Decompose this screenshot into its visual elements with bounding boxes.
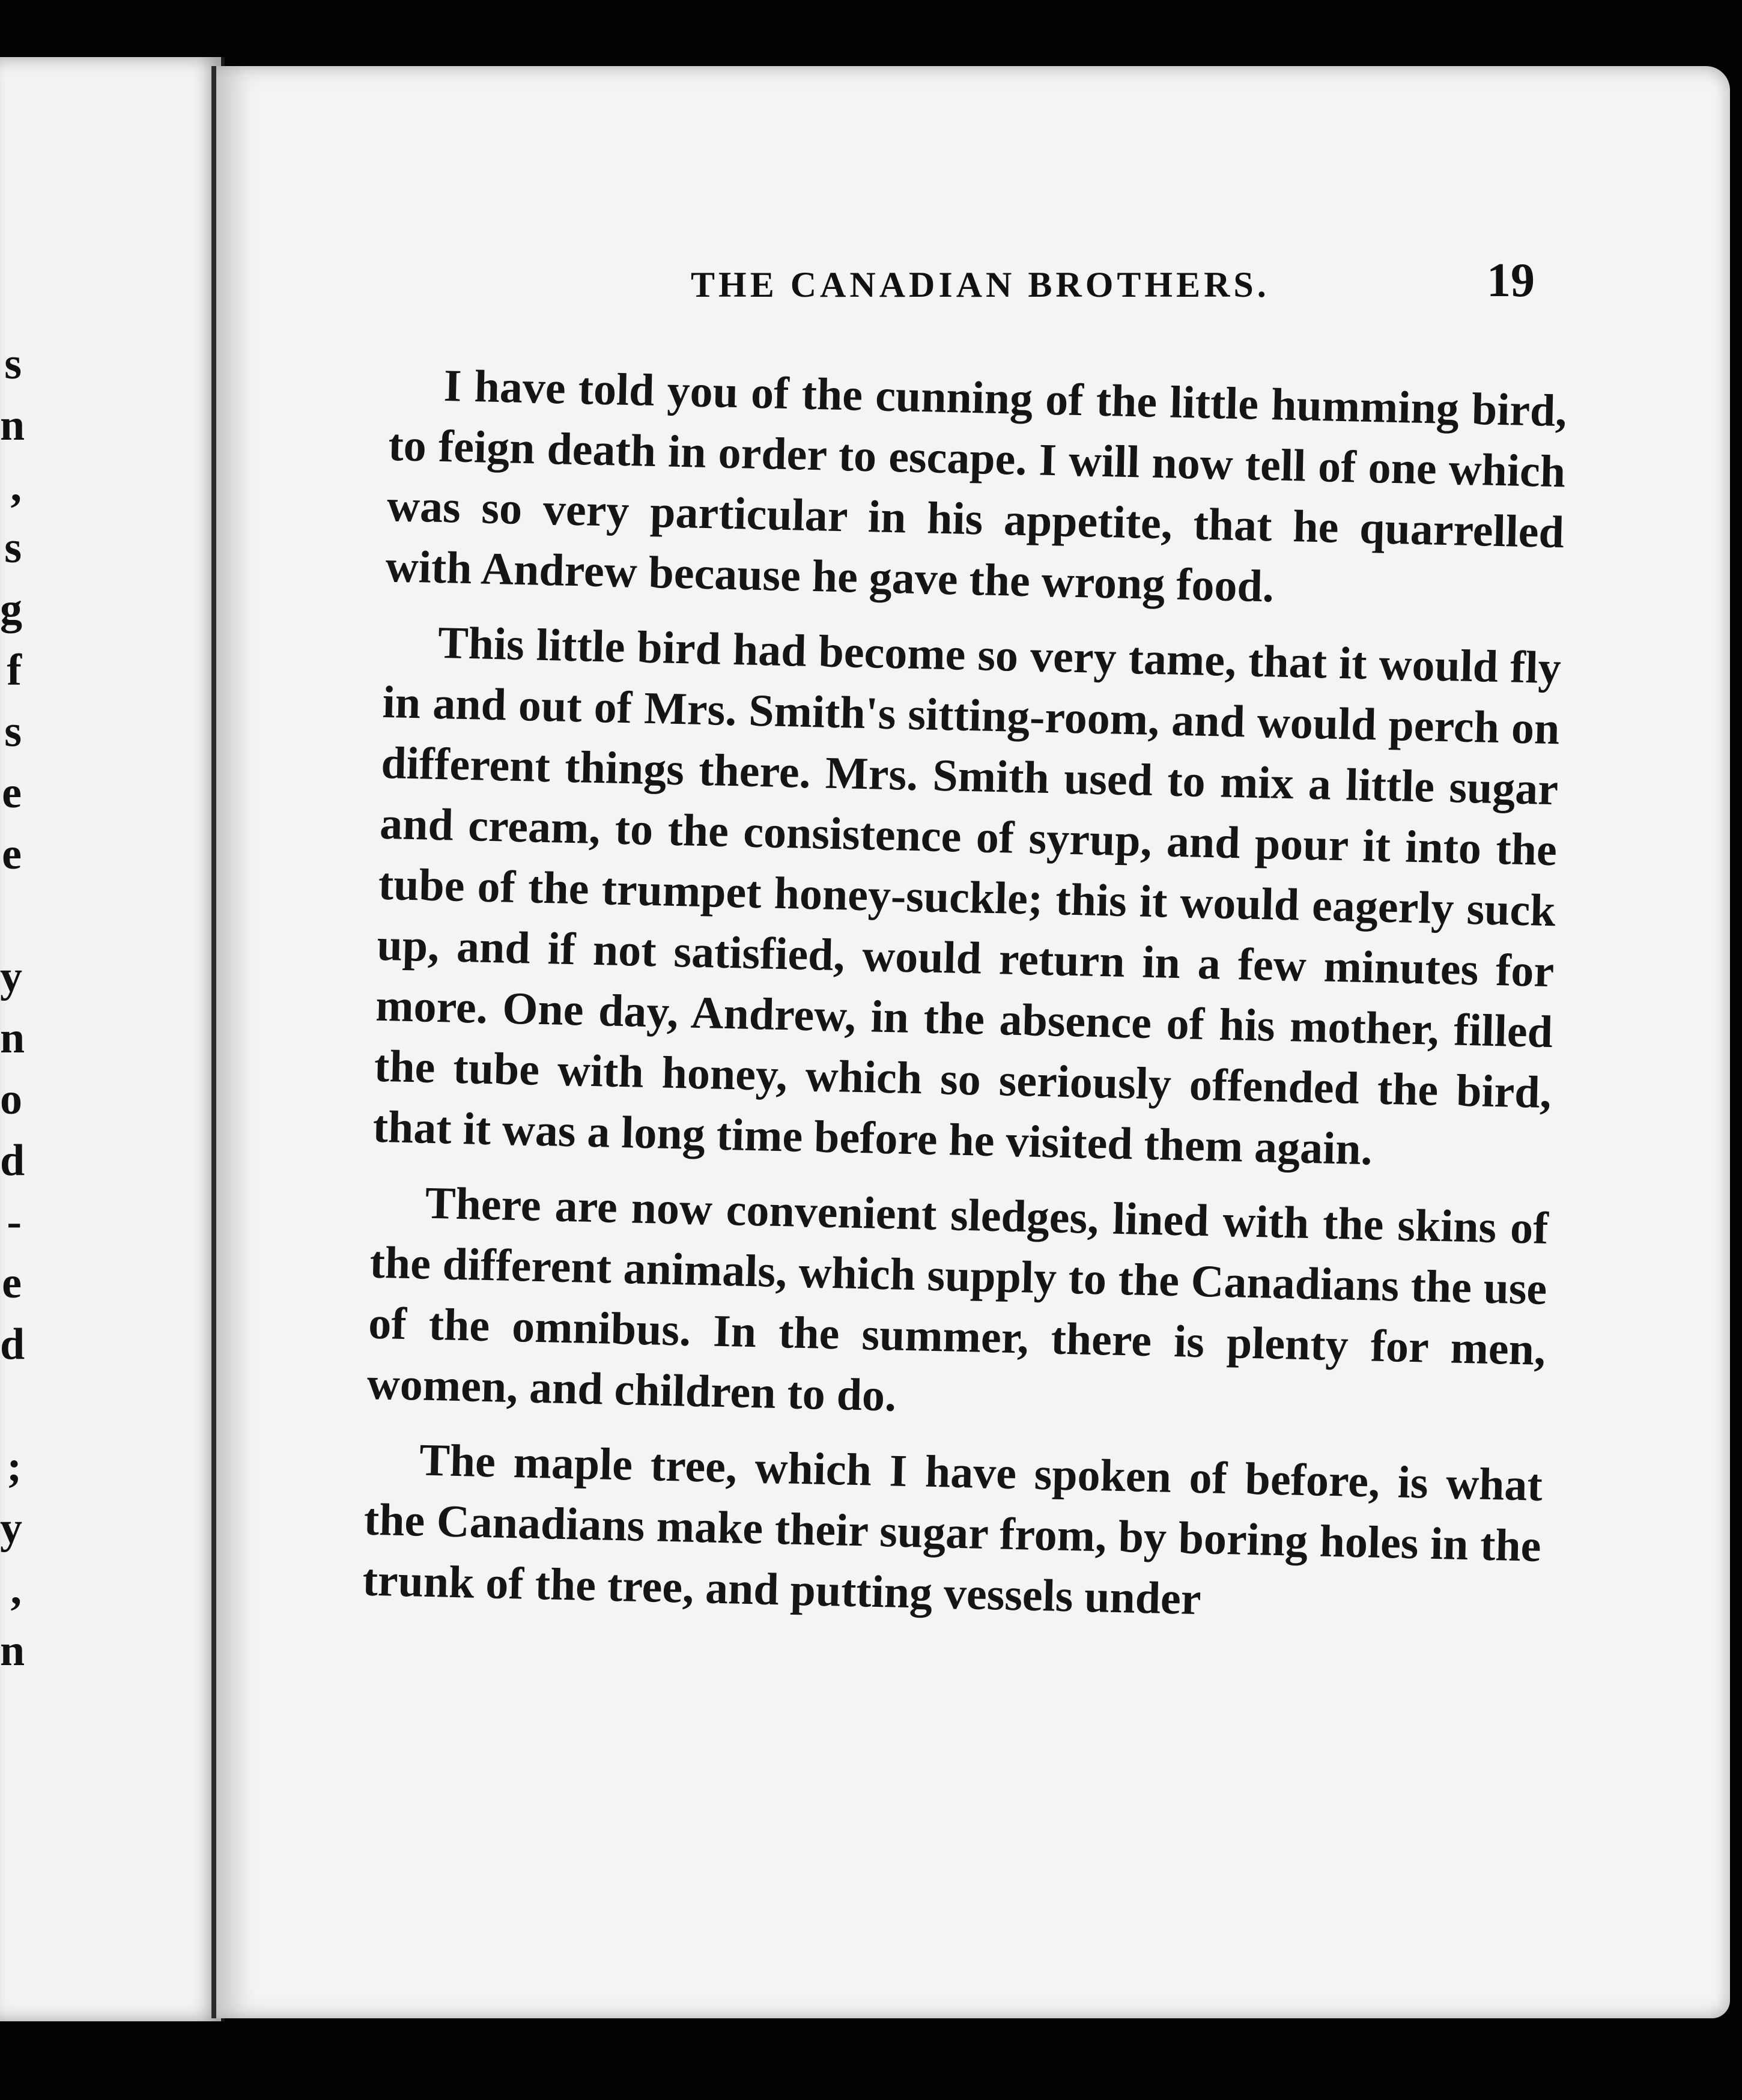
left-edge-char: ; — [7, 1442, 22, 1492]
left-edge-char: y — [0, 952, 22, 1001]
left-edge-char: , — [10, 1565, 22, 1614]
left-edge-char: e — [2, 1258, 22, 1308]
left-edge-char: e — [2, 830, 22, 879]
right-main-page — [211, 66, 1730, 2018]
left-edge-char: n — [0, 401, 25, 450]
left-edge-char: s — [4, 339, 22, 389]
left-page-edge-characters — [0, 333, 25, 1681]
left-edge-char: , — [10, 462, 22, 511]
left-edge-char: - — [7, 1197, 22, 1246]
left-edge-char: d — [0, 1320, 25, 1369]
left-edge-char: n — [0, 1626, 25, 1675]
paragraph: This little bird had become so very tame, that it would fly in and out of Mrs. Smith's sitting-room, and would perch on different things there. Mrs. Smith used to mix a little sugar and cream, to the consistence of syrup, and pour it into the tube of the trumpet honey-suckle; this it would eagerly suck up, and if not satisfied, would return in a few minutes for more. One day, Andrew, in the absence of his mother, filled the tube with honey, which so seriously offended the bird, that it was a long time before he visited them again. — [372, 617, 1562, 1175]
running-title: THE CANADIAN BROTHERS. — [691, 265, 1270, 305]
left-edge-char — [0, 885, 22, 946]
left-edge-char — [0, 1375, 22, 1436]
paragraph: I have told you of the cunning of the little humming bird, to feign death in order to escape. I will now tell of one which was so very particular in his appetite, that he quarrelled with Andrew because he gave the wrong food. — [385, 360, 1568, 612]
paragraph: There are now convenient sledges, lined with the skins of the different animals, which supply to the Canadians the use of the omnibus. In the summer, there is plenty for men, women, and children to do. — [366, 1177, 1549, 1421]
left-edge-char: s — [4, 523, 22, 572]
left-edge-char: f — [7, 646, 22, 695]
left-edge-char: n — [0, 1013, 25, 1063]
page-number: 19 — [1487, 254, 1535, 307]
paragraph: The maple tree, which I have spoken of before, is what the Canadians make their sugar from, by boring holes in the trunk of the tree, and putting vessels under — [362, 1434, 1543, 1625]
page-body-text — [362, 354, 1568, 1652]
left-edge-char: g — [0, 584, 22, 634]
left-edge-char: s — [4, 707, 22, 756]
left-edge-char: e — [2, 768, 22, 818]
left-facing-page — [0, 57, 225, 2021]
left-edge-char: d — [0, 1136, 25, 1185]
left-edge-char: y — [0, 1504, 22, 1553]
left-edge-char: o — [0, 1075, 22, 1124]
